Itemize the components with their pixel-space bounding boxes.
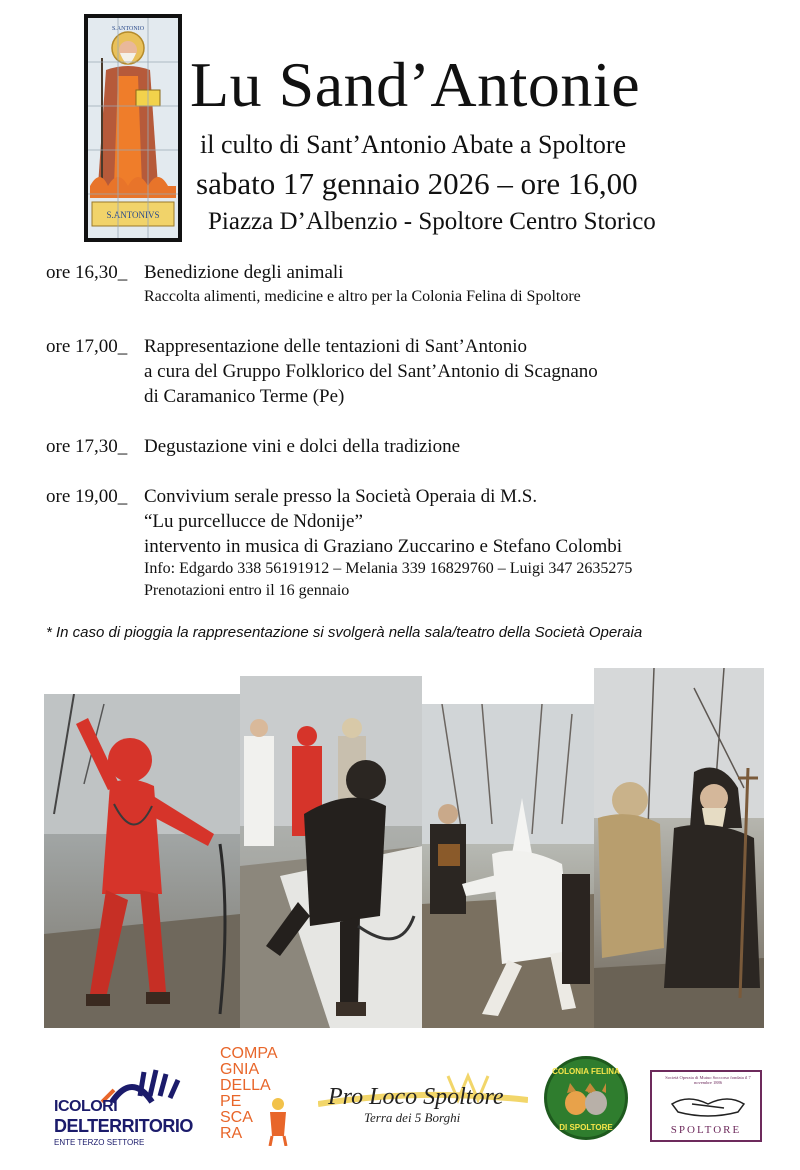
schedule-time: ore 17,00_ bbox=[46, 336, 128, 357]
saint-top-label: S.ANTONIO bbox=[111, 26, 145, 32]
cats-icon bbox=[562, 1081, 610, 1117]
colori-line2: DELTERRITORIO bbox=[54, 1116, 193, 1136]
societa-name: SPOLTORE bbox=[670, 1124, 742, 1136]
schedule-line: Benedizione degli animali bbox=[144, 262, 344, 283]
saint-antonio-tile-image bbox=[84, 14, 182, 242]
schedule-time: ore 16,30_ bbox=[46, 262, 128, 283]
compagnia-line: PE bbox=[220, 1093, 242, 1110]
pro-loco-subtitle: Terra dei 5 Borghi bbox=[364, 1110, 461, 1125]
colori-line3: ENTE TERZO SETTORE bbox=[54, 1138, 145, 1147]
schedule-line: Raccolta alimenti, medicine e altro per la Colonia Felina di Spoltore bbox=[144, 288, 581, 305]
logo-societa-operaia bbox=[650, 1070, 762, 1142]
event-date: sabato 17 gennaio 2026 – ore 16,00 bbox=[196, 166, 638, 201]
rain-note: * In caso di pioggia la rappresentazione si svolgerà nella sala/teatro della Società Operaia bbox=[46, 624, 643, 641]
compagnia-line: SCA bbox=[220, 1109, 253, 1126]
compagnia-line: GNIA bbox=[220, 1061, 260, 1078]
logo-pro-loco-spoltore bbox=[318, 1070, 528, 1130]
logo-colori-del-territorio bbox=[52, 1066, 202, 1146]
colonia-title: COLONIA FELINA bbox=[552, 1067, 620, 1076]
event-title: Lu Sand’Antonie bbox=[190, 49, 641, 120]
saint-tile-mosaic bbox=[88, 18, 178, 238]
compagnia-line: RA bbox=[220, 1125, 243, 1142]
saint-figure-illustration bbox=[88, 18, 178, 238]
schedule-line: Degustazione vini e dolci della tradizione bbox=[144, 436, 461, 457]
event-place: Piazza D’Albenzio - Spoltore Centro Storico bbox=[208, 208, 656, 235]
schedule-line: intervento in musica di Graziano Zuccarino e Stefano Colombi bbox=[144, 536, 623, 557]
colori-line1: ICOLORI bbox=[54, 1098, 118, 1115]
photo-white-figure bbox=[422, 704, 594, 1028]
pro-loco-title: Pro Loco Spoltore bbox=[328, 1084, 504, 1110]
compagnia-figure-icon bbox=[266, 1096, 290, 1146]
societa-caption: Società Operaia di Mutuo Soccorso fondata il 7 novembre 1886 bbox=[665, 1075, 751, 1085]
schedule-time: ore 19,00_ bbox=[46, 486, 128, 507]
compagnia-line: COMPA bbox=[220, 1045, 278, 1062]
schedule-line: Rappresentazione delle tentazioni di Sant’Antonio bbox=[144, 336, 528, 357]
colonia-subtitle: DI SPOLTORE bbox=[559, 1123, 613, 1132]
photo-red-devil bbox=[44, 694, 240, 1028]
schedule-time: ore 17,30_ bbox=[46, 436, 128, 457]
schedule-line: a cura del Gruppo Folklorico del Sant’Antonio di Scagnano bbox=[144, 361, 598, 382]
sponsor-logos bbox=[0, 1040, 800, 1170]
schedule-line: “Lu purcellucce de Ndonije” bbox=[144, 511, 363, 532]
schedule-line: Convivium serale presso la Società Operaia di M.S. bbox=[144, 486, 538, 507]
photo-collage bbox=[44, 668, 764, 1028]
compagnia-line: DELLA bbox=[220, 1077, 271, 1094]
schedule-line: Info: Edgardo 338 56191912 – Melania 339 16829760 – Luigi 347 2635275 bbox=[144, 560, 633, 577]
saint-caption: S.ANTONIVS bbox=[106, 210, 160, 220]
photo-bearded-monk bbox=[594, 668, 764, 1028]
photo-dark-devil bbox=[240, 676, 422, 1028]
event-subtitle: il culto di Sant’Antonio Abate a Spoltore bbox=[200, 130, 627, 159]
handshake-icon bbox=[668, 1090, 748, 1120]
schedule-line: di Caramanico Terme (Pe) bbox=[144, 386, 345, 407]
logo-colonia-felina bbox=[544, 1056, 628, 1140]
logo-compagnia-della-pescara bbox=[220, 1046, 294, 1156]
schedule-line: Prenotazioni entro il 16 gennaio bbox=[144, 582, 350, 599]
